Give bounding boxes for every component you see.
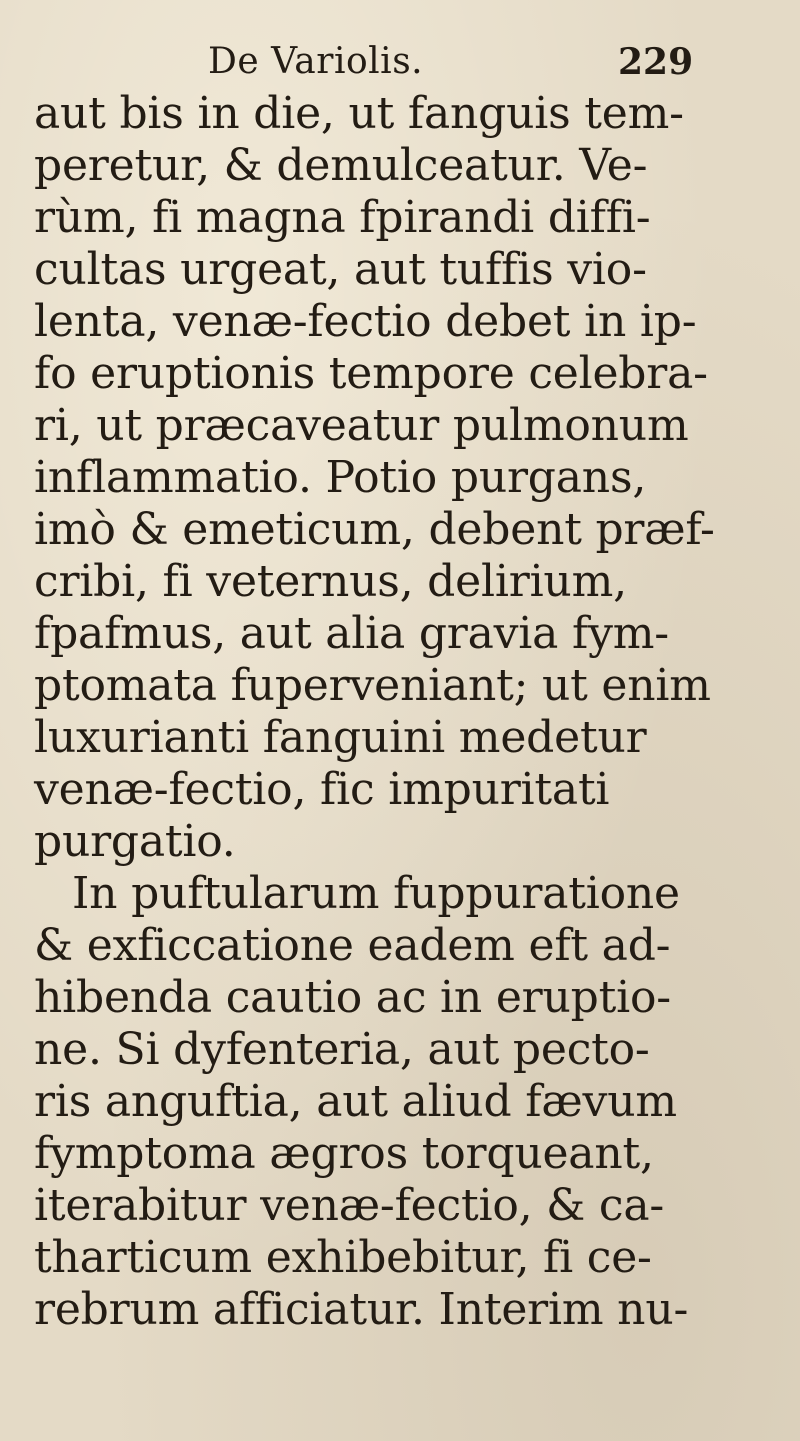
- text-line: imò & emeticum, debent præf-: [34, 504, 715, 555]
- paragraph-first-line: In puftularum fuppuratione: [72, 868, 680, 919]
- text-line: ris anguftia, aut aliud fævum: [34, 1076, 677, 1127]
- text-line: & exficcatione eadem eft ad-: [34, 920, 671, 971]
- text-line: aut bis in die, ut fanguis tem-: [34, 88, 684, 139]
- text-line: fo eruptionis tempore celebra-: [34, 348, 708, 399]
- text-line: ri, ut præcaveatur pulmonum: [34, 400, 689, 451]
- text-line: iterabitur venæ-fectio, & ca-: [34, 1180, 665, 1231]
- running-title: De Variolis.: [208, 41, 424, 82]
- text-line: peretur, & demulceatur. Ve-: [34, 140, 648, 191]
- text-line: cultas urgeat, aut tuffis vio-: [34, 244, 647, 295]
- text-line: rebrum afficiatur. Interim nu-: [34, 1284, 689, 1335]
- text-line: lenta, venæ-fectio debet in ip-: [34, 296, 697, 347]
- text-line: fymptoma ægros torqueant,: [34, 1128, 654, 1179]
- text-line: cribi, fi veternus, delirium,: [34, 556, 627, 607]
- text-line: hibenda cautio ac in eruptio-: [34, 972, 671, 1023]
- text-line: rùm, fi magna fpirandi diffi-: [34, 192, 651, 243]
- text-line: tharticum exhibebitur, fi ce-: [34, 1232, 652, 1283]
- page-header: [0, 40, 800, 84]
- page-number: 229: [618, 41, 694, 83]
- text-line: venæ-fectio, fic impuritati: [34, 764, 610, 815]
- text-line: inflammatio. Potio purgans,: [34, 452, 647, 503]
- text-line: ptomata fuperveniant; ut enim: [34, 660, 711, 711]
- text-line: ne. Si dyfenteria, aut pecto-: [34, 1024, 650, 1075]
- text-line: luxurianti fanguini medetur: [34, 712, 647, 763]
- text-line: fpafmus, aut alia gravia fym-: [34, 608, 669, 659]
- text-line: purgatio.: [34, 816, 236, 867]
